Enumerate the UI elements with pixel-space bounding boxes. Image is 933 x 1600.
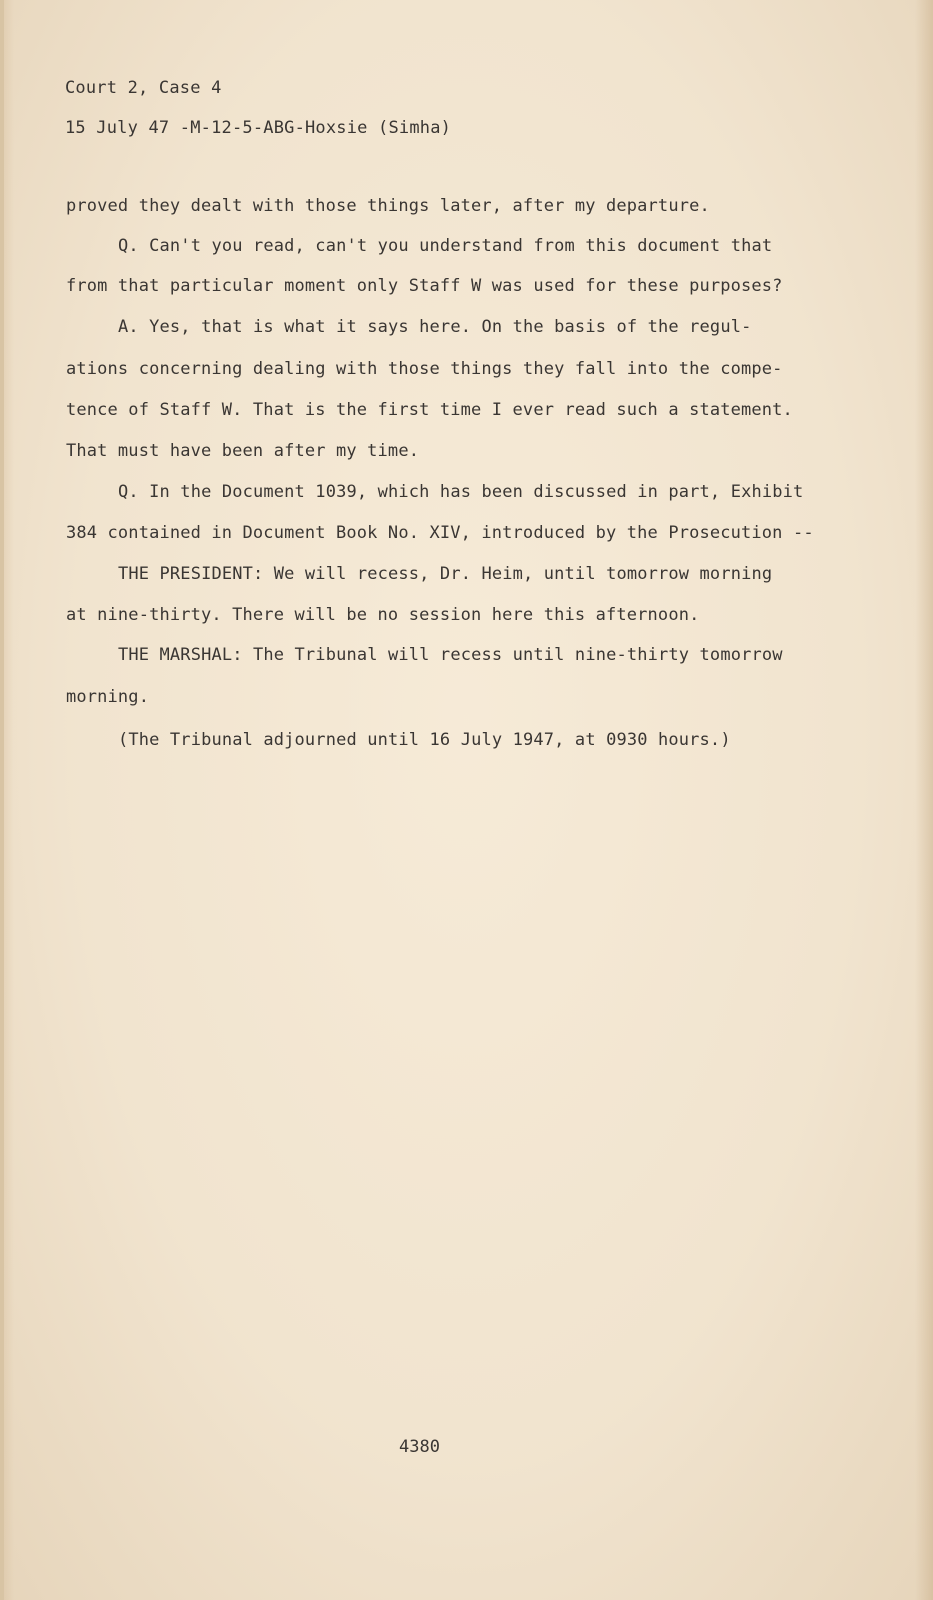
session-reference-header: 15 July 47 -M-12-5-ABG-Hoxsie (Simha)	[65, 118, 452, 138]
transcript-line: Q. Can't you read, can't you understand from this document that	[118, 236, 773, 256]
court-case-header: Court 2, Case 4	[65, 78, 222, 98]
transcript-line: That must have been after my time.	[66, 441, 420, 461]
page-number: 4380	[399, 1437, 440, 1457]
transcript-line: THE MARSHAL: The Tribunal will recess until nine-thirty tomorrow	[118, 645, 783, 665]
transcript-line: proved they dealt with those things later, after my departure.	[66, 196, 710, 216]
transcript-line: 384 contained in Document Book No. XIV, introduced by the Prosecution --	[66, 523, 814, 543]
transcript-line: at nine-thirty. There will be no session here this afternoon.	[66, 605, 700, 625]
transcript-line: tence of Staff W. That is the first time I ever read such a statement.	[66, 400, 793, 420]
transcript-line: ations concerning dealing with those things they fall into the compe-	[66, 359, 783, 379]
transcript-line: Q. In the Document 1039, which has been discussed in part, Exhibit	[118, 482, 804, 502]
transcript-line: (The Tribunal adjourned until 16 July 1947, at 0930 hours.)	[118, 730, 731, 750]
transcript-line: THE PRESIDENT: We will recess, Dr. Heim, until tomorrow morning	[118, 564, 773, 584]
transcript-line: A. Yes, that is what it says here. On the basis of the regul-	[118, 317, 752, 337]
page-edge	[0, 0, 4, 1600]
transcript-line: morning.	[66, 687, 150, 707]
transcript-line: from that particular moment only Staff W was used for these purposes?	[66, 276, 783, 296]
